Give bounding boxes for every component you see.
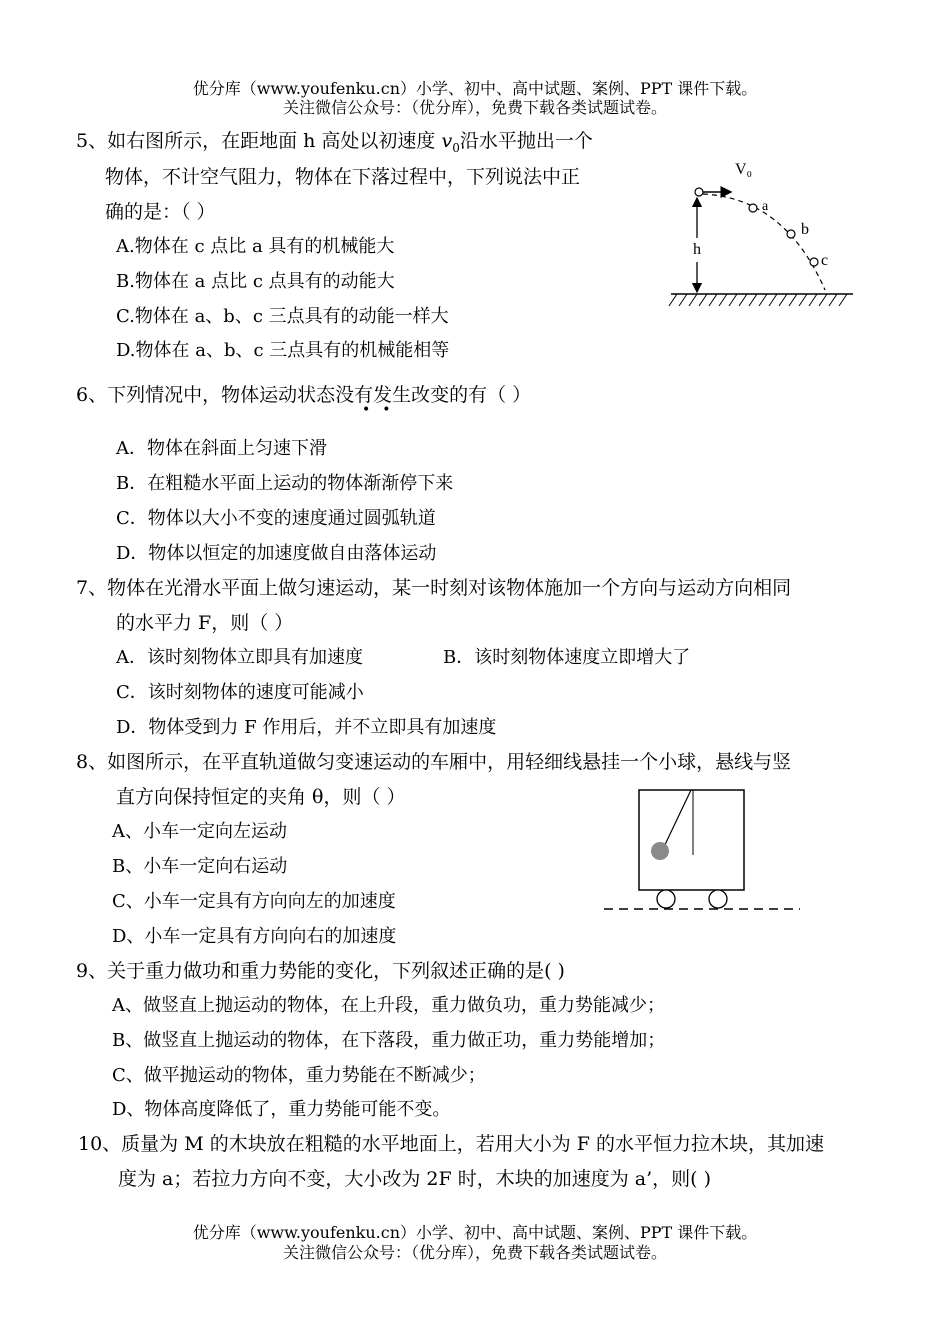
point-b (787, 230, 795, 238)
point-c-label: c (821, 252, 829, 269)
left-wheel (657, 890, 675, 908)
point-b-label: b (801, 221, 809, 238)
q8-line-2: 直方向保持恒定的夹角 θ，则（ ） (116, 786, 406, 808)
q10-line-1: 10、质量为 M 的木块放在粗糙的水平地面上，若用大小为 F 的水平恒力拉木块，其加速 (78, 1133, 824, 1155)
q9-option-b: B、做竖直上抛运动的物体，在下落段，重力做正功，重力势能增加； (112, 1030, 666, 1051)
pendulum-ball (651, 842, 669, 860)
q7-line-2: 的水平力 F，则（ ） (116, 612, 294, 634)
train-car-figure (600, 785, 805, 915)
q8-option-a: A、小车一定向左运动 (112, 821, 287, 842)
q8-option-d: D、小车一定具有方向向右的加速度 (112, 926, 397, 947)
q5-option-a: A.物体在 c 点比 a 具有的机械能大 (116, 236, 395, 257)
point-a (749, 204, 757, 212)
point-c (810, 258, 818, 266)
q5-line-1: 5、如右图所示，在距地面 h 高处以初速度 $v_0$沿水平抛出一个 (76, 130, 593, 155)
q9-option-d: D、物体高度降低了，重力势能可能不变。 (112, 1099, 451, 1120)
q5-option-d: D.物体在 a、b、c 三点具有的机械能相等 (116, 340, 450, 361)
q8-option-b: B、小车一定向右运动 (112, 856, 288, 877)
right-wheel (709, 890, 727, 908)
q7-line-1: 7、物体在光滑水平面上做匀速运动，某一时刻对该物体施加一个方向与运动方向相同 (76, 577, 792, 599)
q7-option-c: C．该时刻物体的速度可能减小 (116, 682, 364, 703)
v0-label: V₀ (735, 161, 753, 178)
car-body (639, 790, 744, 890)
q7-option-a: A．该时刻物体立即具有加速度 (116, 647, 363, 668)
ground-hatching (669, 294, 847, 306)
footer-line-1: 优分库（www.youfenku.cn）小学、初中、高中试题、案例、PPT 课件下载。 (192, 1223, 758, 1242)
q6-option-b: B．在粗糙水平面上运动的物体渐渐停下来 (116, 473, 454, 494)
header-line-1: 优分库（www.youfenku.cn）小学、初中、高中试题、案例、PPT 课件下载。 (192, 79, 758, 98)
q6-emphasis-dots: •• (362, 402, 403, 418)
q9-line-1: 9、关于重力做功和重力势能的变化，下列叙述正确的是( ) (76, 960, 565, 982)
v0-symbol: v (441, 130, 453, 152)
q5-line-3: 确的是：（ ） (105, 201, 216, 223)
projectile-figure (665, 150, 860, 310)
q8-option-c: C、小车一定具有方向向左的加速度 (112, 891, 396, 912)
q6-line-1: 6、下列情况中，物体运动状态没有发生改变的有（ ） (76, 384, 532, 406)
launch-point (695, 188, 703, 196)
q10-line-2: 度为 a；若拉力方向不变，大小改为 2F 时，木块的加速度为 a’，则( ) (118, 1168, 711, 1190)
footer-line-2: 关注微信公众号：（优分库），免费下载各类试题试卷。 (282, 1243, 667, 1262)
point-a-label: a (762, 199, 769, 214)
q5-line-2: 物体，不计空气阻力，物体在下落过程中，下列说法中正 (105, 166, 581, 188)
q8-line-1: 8、如图所示，在平直轨道做匀变速运动的车厢中，用轻细线悬挂一个小球，悬线与竖 (76, 751, 792, 773)
q9-option-a: A、做竖直上抛运动的物体，在上升段，重力做负功，重力势能减少； (112, 995, 665, 1016)
q7-option-d: D．物体受到力 F 作用后，并不立即具有加速度 (116, 717, 497, 738)
q9-option-c: C、做平抛运动的物体，重力势能在不断减少； (112, 1065, 486, 1086)
q6-option-d: D．物体以恒定的加速度做自由落体运动 (116, 543, 437, 564)
height-label: h (693, 241, 701, 258)
header-line-2: 关注微信公众号：（优分库），免费下载各类试题试卷。 (282, 98, 667, 117)
q6-option-c: C．物体以大小不变的速度通过圆弧轨道 (116, 508, 436, 529)
q7-option-b: B．该时刻物体速度立即增大了 (443, 647, 691, 668)
q6-option-a: A．物体在斜面上匀速下滑 (116, 438, 327, 459)
q5-option-b: B.物体在 a 点比 c 点具有的动能大 (116, 271, 395, 292)
q5-option-c: C.物体在 a、b、c 三点具有的动能一样大 (116, 306, 449, 327)
